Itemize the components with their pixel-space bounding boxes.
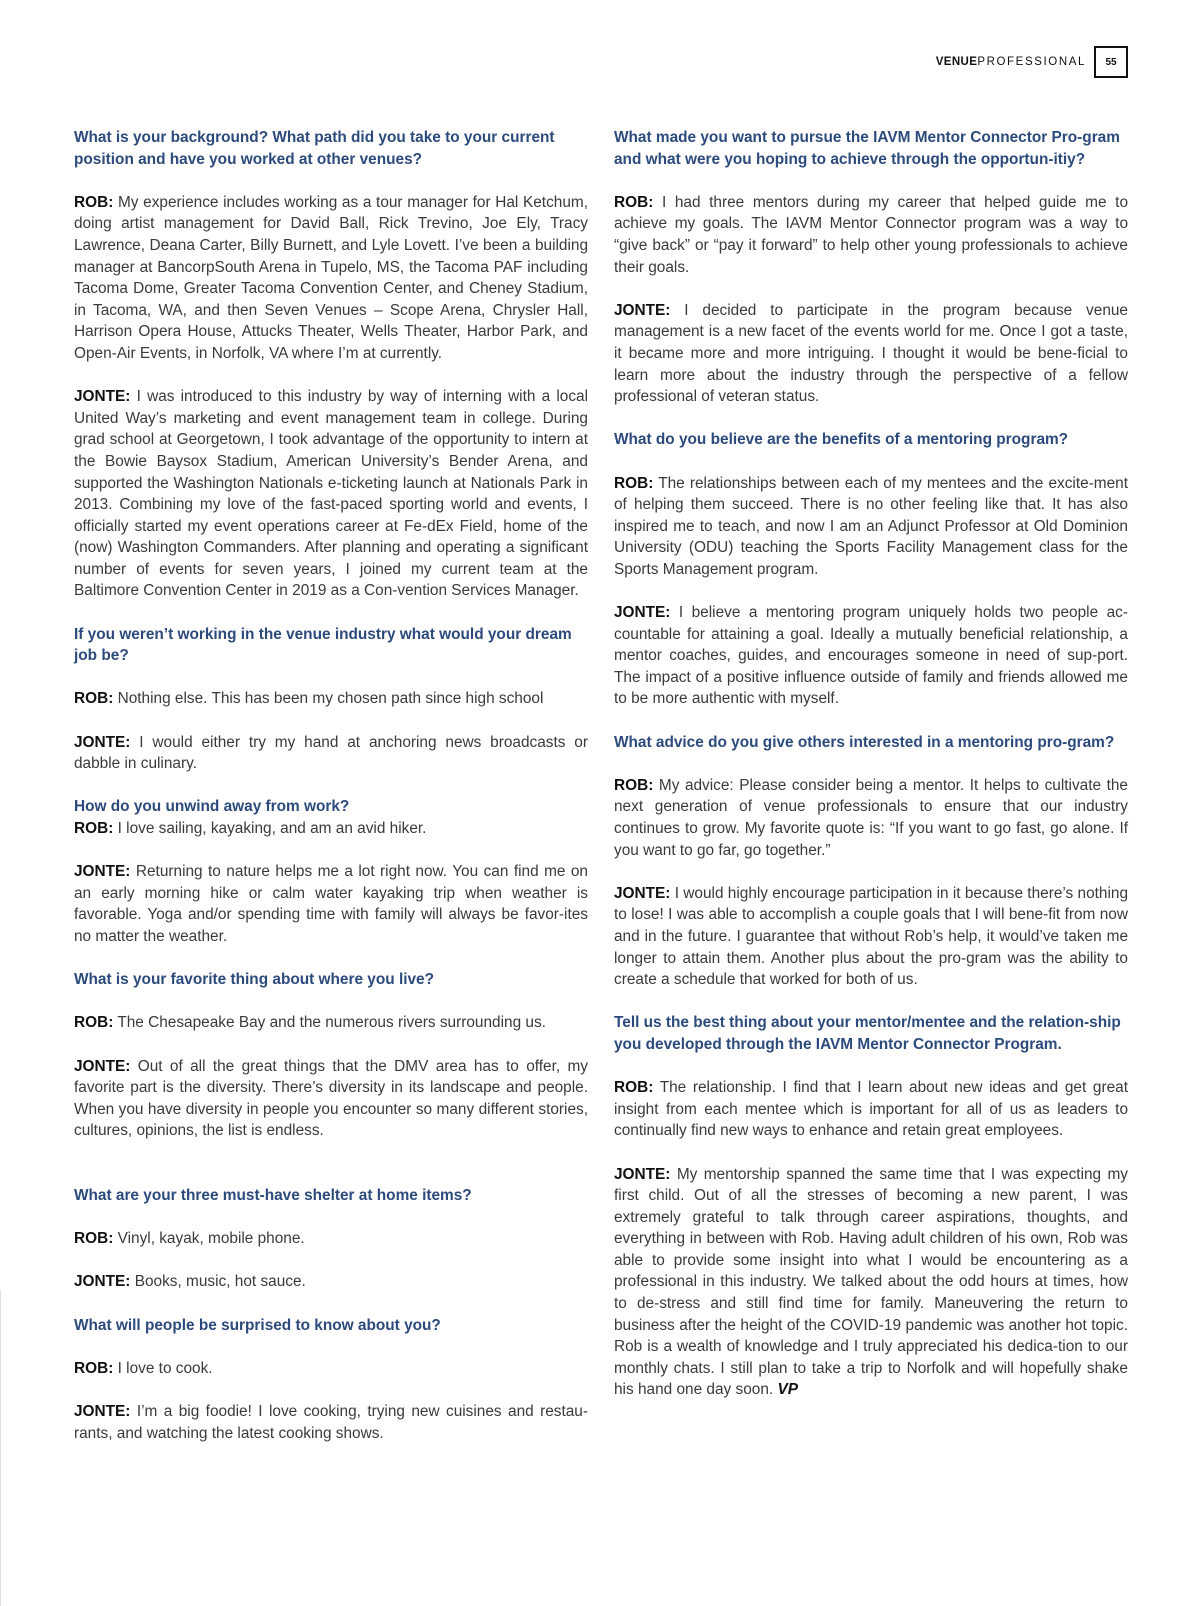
speaker-name: ROB: (74, 1014, 114, 1032)
interview-question: What will people be surprised to know about you? (74, 1316, 441, 1334)
speaker-name: JONTE: (74, 1403, 131, 1421)
interview-answer (614, 775, 1128, 861)
interview-question: What made you want to pursue the IAVM Mentor Connector Pro-gram and what were you hoping to achieve through the opportun-itiy? (614, 129, 1120, 168)
answer-text: Vinyl, kayak, mobile phone. (117, 1230, 305, 1248)
interview-answer (74, 861, 588, 947)
interview-question: What advice do you give others interested in a mentoring pro-gram? (614, 733, 1115, 751)
answer-text: I would highly encourage participation in it because there’s nothing to lose! I was able to accomplish a couple goals that I will bene-fit from now and in the future. I guarantee that without Rob’s help, it would’ve taken me longer to attain them. Another plus about the pro-gram was the ability to create a schedule that worked for both of us. (614, 884, 1129, 989)
interview-question: What do you believe are the benefits of a mentoring program? (614, 431, 1069, 449)
answer-text: I’m a big foodie! I love cooking, trying new cuisines and restau-rants, and watching the latest cooking shows. (74, 1403, 588, 1442)
magazine-brand (936, 56, 1086, 68)
interview-question: Tell us the best thing about your mentor/mentee and the relation-ship you developed through the IAVM Mentor Connector Program. (614, 1014, 1121, 1053)
interview-question: If you weren’t working in the venue industry what would your dream job be? (74, 625, 572, 665)
speaker-name: ROB: (74, 1359, 114, 1377)
interview-answer (614, 473, 1128, 581)
speaker-name: JONTE: (74, 1273, 131, 1291)
interview-question: What is your favorite thing about where you live? (74, 971, 435, 989)
interview-answer (614, 192, 1128, 278)
interview-question: What are your three must-have shelter at home items? (74, 1187, 472, 1205)
left-column (74, 127, 588, 1466)
speaker-name: JONTE: (74, 388, 131, 406)
answer-text: Nothing else. This has been my chosen path since high school (117, 690, 544, 708)
interview-answer (74, 1271, 588, 1293)
speaker-name: ROB: (74, 193, 114, 211)
speaker-name: ROB: (74, 1230, 114, 1248)
page-edge-line (0, 1290, 1, 1606)
speaker-name: JONTE: (74, 1057, 131, 1075)
answer-text: My experience includes working as a tour manager for Hal Ketchum, doing artist management for David Ball, Rick Trevino, Joe Ely, Tracy Lawrence, Deana Carter, Billy Burnett, and Lyle Lovett. I’ve been a building manager at BancorpSouth Arena in Tupelo, MS, the Tacoma PAF including Tacoma Dome, Greater Tacoma Convention Center, and Cheney Stadium, in Tacoma, WA, and then Seven Venues – Scope Arena, Chrysler Hall, Harrison Opera House, Attucks Theater, Wells Theater, Harbor Park, and Open-Air Events, in Norfolk, VA where I’m at currently. (74, 193, 588, 362)
interview-answer (614, 883, 1128, 991)
brand-professional: PROFESSIONAL (977, 56, 1086, 68)
answer-text: I decided to participate in the program because venue management is a new facet of the events world for me. Once I got a taste, it became more and more intriguing. I thought it would be bene-ficial to learn more about the industry through the perspective of a fellow professional of veteran status. (614, 301, 1128, 406)
interview-answer (614, 602, 1128, 710)
interview-answer (74, 732, 588, 775)
interview-answer (74, 818, 588, 840)
answer-text: My mentorship spanned the same time that I was expecting my first child. Out of all the stresses of becoming a new parent, I was extremely grateful to talk through career aspirations, thoughts, and everything in between with Rob. Having adult children of his own, Rob was able to provide some insight into what I would be encountering as a professional in this industry. We talked about the odd hours at times, how to de-stress and still find time for family. Maneuvering the return to business after the height of the COVID-19 pandemic was another hot topic. Rob is a wealth of knowledge and I truly appreciated his dedica-tion to our monthly chats. I still plan to take a trip to Norfolk and will hopefully shake his hand one day soon. (614, 1165, 1128, 1399)
end-mark: VP (777, 1381, 798, 1399)
interview-answer (74, 1012, 588, 1034)
answer-text: I would either try my hand at anchoring news broadcasts or dabble in culinary. (74, 733, 588, 773)
spacer (74, 1164, 588, 1186)
answer-text: I love to cook. (117, 1359, 213, 1377)
interview-answer (74, 192, 588, 365)
interview-answer (74, 386, 588, 602)
answer-text: I was introduced to this industry by way of interning with a local United Way’s marketing and event management team in college. During grad school at Georgetown, I took advantage of the opportunity to intern at the Bowie Baysox Stadium, American University’s Bender Arena, and supported the Washington Nationals e-ticketing launch at Nationals Park in 2013. Combining my love of the fast-paced sporting world and events, I officially started my event operations career at Fe-dEx Field, home of the (now) Washington Commanders. After planning and operating a significant number of events for seven years, I joined my current team at the Baltimore Convention Center in 2019 as a Con-vention Services Manager. (74, 388, 588, 600)
interview-answer (614, 1164, 1128, 1402)
answer-text: I had three mentors during my career that helped guide me to achieve my goals. The IAVM Mentor Connector program was a way to “give back” or “pay it forward” to help other young professionals to achieve their goals. (614, 193, 1128, 276)
answer-text: Returning to nature helps me a lot right now. You can find me on an early morning hike or calm water kayaking trip when weather is favorable. Yoga and/or spending time with family will always be favor-ites no matter the weather. (74, 863, 588, 945)
interview-answer (74, 688, 588, 710)
speaker-name: JONTE: (614, 604, 671, 622)
speaker-name: JONTE: (74, 863, 131, 881)
brand-venue: VENUE (935, 56, 978, 68)
answer-text: The relationships between each of my mentees and the excite-ment of helping them succeed. There is no other feeling like that. It has also inspired me to teach, and now I am an Adjunct Professor at Old Dominion University (ODU) teaching the Sports Facility Management class for the Sports Management program. (614, 474, 1128, 578)
page-header (936, 45, 1128, 79)
interview-answer (614, 1077, 1128, 1142)
interview-question: How do you unwind away from work? (74, 798, 350, 816)
speaker-name: JONTE: (74, 733, 131, 751)
interview-answer (74, 1228, 588, 1250)
speaker-name: JONTE: (614, 884, 671, 902)
answer-text: I love sailing, kayaking, and am an avid hiker. (117, 820, 427, 837)
answer-text: My advice: Please consider being a mentor. It helps to cultivate the next generation of venue professionals to ensure that our industry continues to grow. My favorite quote is: “If you want to go fast, go alone. If you want to go far, go together.” (614, 776, 1128, 859)
interview-answer (74, 1358, 588, 1380)
answer-text: The Chesapeake Bay and the numerous rivers surrounding us. (117, 1014, 546, 1032)
speaker-name: ROB: (74, 690, 114, 708)
answer-text: The relationship. I find that I learn about new ideas and get great insight from each mentee which is important for all of us as leaders to continually find new ways to enhance and retain great employees. (614, 1079, 1128, 1140)
answer-text: Books, music, hot sauce. (134, 1273, 306, 1291)
speaker-name: ROB: (74, 820, 114, 837)
speaker-name: JONTE: (614, 301, 671, 319)
right-column (614, 127, 1128, 1423)
page-number: 55 (1094, 46, 1128, 78)
interview-answer (614, 300, 1128, 408)
interview-answer (74, 1401, 588, 1444)
answer-text: I believe a mentoring program uniquely holds two people ac-countable for attaining a goal. Ideally a mutually beneficial relationship, a mentor coaches, guides, and encourages someone in need of sup-port. The impact of a positive influence outside of family and friends allowed me to be more authentic with myself. (614, 604, 1128, 708)
answer-text: Out of all the great things that the DMV area has to offer, my favorite part is the diversity. There’s diversity in its landscape and people. When you have diversity in people you encounter so many different stories, cultures, opinions, the list is endless. (74, 1057, 588, 1140)
speaker-name: JONTE: (614, 1165, 671, 1183)
speaker-name: ROB: (614, 1079, 654, 1097)
speaker-name: ROB: (614, 474, 654, 492)
interview-answer (74, 1056, 588, 1142)
interview-question: What is your background? What path did you take to your current position and have you worked at other venues? (74, 129, 555, 168)
speaker-name: ROB: (614, 193, 654, 211)
speaker-name: ROB: (614, 776, 654, 794)
